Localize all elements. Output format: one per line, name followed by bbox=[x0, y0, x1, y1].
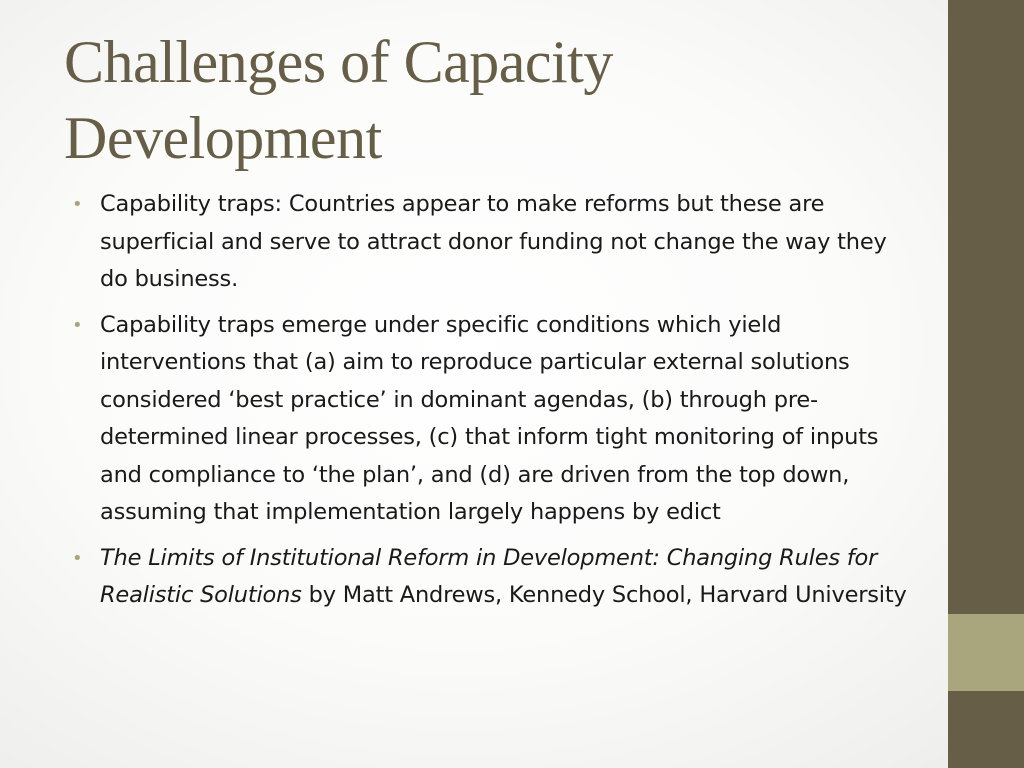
bullet-dot-icon: • bbox=[72, 547, 83, 569]
bullet-item-capability-traps bbox=[70, 186, 920, 299]
bullet-text: Capability traps: Countries appear to make reforms but these are superficial and serve to attract donor funding not change the way they do business. bbox=[100, 191, 887, 292]
bullet-text: Capability traps emerge under specific conditions which yield interventions that (a) aim to reproduce particular external solutions considered ‘best practice’ in dominant agendas, (b) through pre-determined linear processes, (c) that inform tight monitoring of inputs and compliance to ‘the plan’, and (d) are driven from the top down, assuming that implementation largely happens by edict bbox=[100, 311, 879, 525]
book-title: The Limits of Institutional Reform in Development: Changing Rules for Realistic Solutions bbox=[100, 544, 878, 608]
side-accent-block bbox=[948, 614, 1024, 691]
slide-title: Challenges of Capacity Development bbox=[64, 29, 613, 171]
bullet-dot-icon: • bbox=[72, 194, 83, 215]
bullet-item-conditions bbox=[70, 307, 920, 532]
bullet-text: by Matt Andrews, Kennedy School, Harvard University bbox=[301, 582, 907, 608]
bullet-item-reference bbox=[70, 540, 920, 615]
bullet-list bbox=[70, 186, 920, 623]
bullet-dot-icon: • bbox=[72, 314, 83, 336]
